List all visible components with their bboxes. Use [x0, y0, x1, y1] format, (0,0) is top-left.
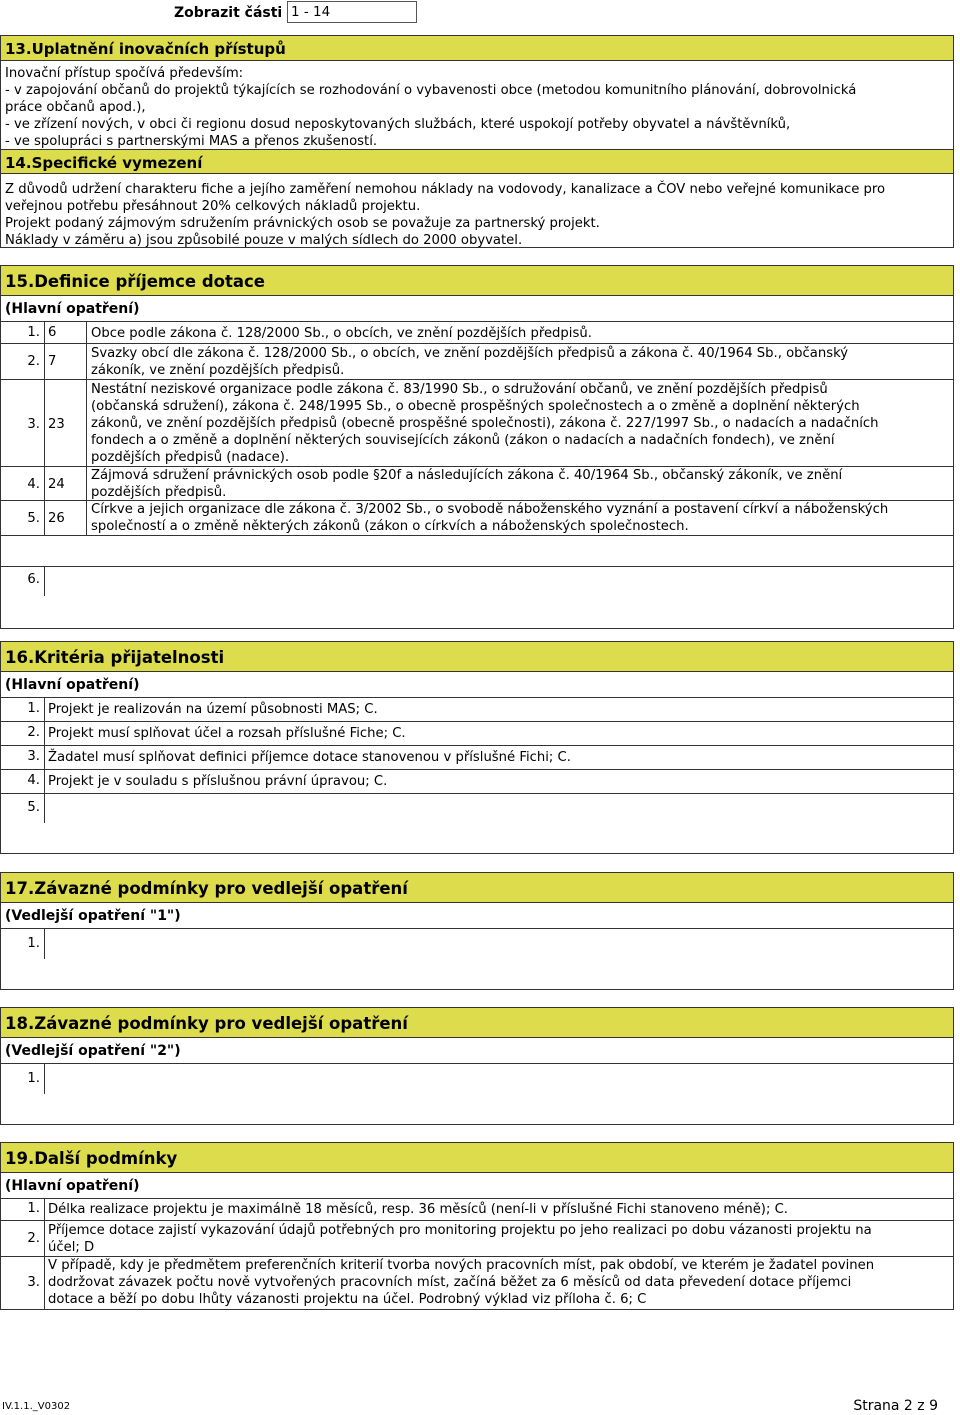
section-17-subtitle: (Vedlejší opatření "1") [5, 908, 181, 924]
table-row [1, 566, 953, 596]
row-number: 5. [27, 511, 40, 526]
item-cell [44, 1221, 953, 1256]
section-15-subtitle: (Hlavní opatření) [5, 301, 140, 317]
text-line: - ve spolupráci s partnerskými MAS a přenos zkušeností. [5, 134, 378, 149]
section-13-14 [0, 35, 954, 248]
text-line: pozdějších předpisů (nadace). [91, 450, 290, 465]
section-15 [0, 265, 954, 629]
text-line: Délka realizace projektu je maximálně 18 měsíců, resp. 36 měsíců (není-li v příslušné Fichi stanoveno méně); C. [48, 1202, 788, 1217]
text-line: Obce podle zákona č. 128/2000 Sb., o obcích, ve znění pozdějších předpisů. [91, 326, 592, 341]
text-line: pozdějších předpisů. [91, 485, 227, 500]
text-line: účel; D [48, 1240, 95, 1255]
section-13-text [1, 61, 953, 150]
text-line: Zájmová sdružení právnických osob podle §20f a následujících zákona č. 40/1964 Sb., občanský zákoník, ve znění [91, 468, 843, 483]
row-code: 6 [44, 322, 87, 343]
page-header [0, 0, 960, 28]
text-line: V případě, kdy je předmětem preferenčních kriterií tvorba nových pracovních míst, pak období, ve kterém je žadatel povinen [48, 1258, 875, 1273]
item-cell [44, 698, 953, 721]
parts-range-input[interactable] [287, 1, 417, 23]
row-text [91, 345, 949, 379]
text-line: fondech a o změně a doplnění některých souvisejících zákonů (zákon o nadacích a nadačních fondech), ve znění [91, 433, 835, 448]
list-item [1, 793, 953, 823]
list-item [1, 1220, 953, 1256]
text-line: Církve a jejich organizace dle zákona č. 3/2002 Sb., o svobodě náboženského vyznání a postavení církví a náboženských [91, 502, 889, 517]
item-text [48, 1201, 949, 1218]
section-15-title: 15.Definice příjemce dotace [1, 266, 953, 296]
item-cell [44, 1257, 953, 1309]
row-text [91, 325, 949, 342]
text-line: Nestátní neziskové organizace podle zákona č. 83/1990 Sb., o sdružování občanů, ve znění pozdějších předpisů [91, 382, 828, 397]
row-code: 24 [44, 467, 87, 500]
section-17 [0, 872, 954, 990]
section-17-title: 17.Závazné podmínky pro vedlejší opatření [1, 873, 953, 903]
item-text: Projekt musí splňovat účel a rozsah příslušné Fiche; C. [48, 726, 406, 741]
row-code: 7 [44, 344, 87, 379]
item-number: 3. [27, 1275, 40, 1290]
row-text [91, 381, 949, 466]
text-line: zákoník, ve znění pozdějších předpisů. [91, 363, 345, 378]
item-cell [44, 794, 953, 823]
item-number: 5. [27, 800, 40, 815]
text-line: společností a o změně některých zákonů (zákon o církvích a náboženských společnostech. [91, 519, 689, 534]
row-number: 2. [27, 354, 40, 369]
item-cell [44, 770, 953, 793]
text-line: Náklady v záměru a) jsou způsobilé pouze v malých sídlech do 2000 obyvatel. [5, 233, 523, 248]
text-line: veřejnou potřebu přesáhnout 20% celkových nákladů projektu. [5, 199, 421, 214]
text-line: - ve zřízení nových, v obci či regionu dosud neposkytovaných službách, které uspokojí potřeby obyvatel a návštěvníků, [5, 117, 791, 132]
section-16-subtitle: (Hlavní opatření) [5, 677, 140, 693]
text-line: Příjemce dotace zajistí vykazování údajů potřebných pro monitoring projektu po jeho realizaci po dobu vázanosti projektu na [48, 1223, 872, 1238]
text-line: dotace a běží po dobu lhůty vázanosti projektu na účel. Podrobný výklad viz příloha č. 6; C [48, 1292, 647, 1307]
row-number: 6. [27, 572, 40, 587]
item-text [48, 1257, 949, 1308]
item-number: 2. [27, 725, 40, 740]
item-cell [44, 746, 953, 769]
row-number: 3. [27, 417, 40, 432]
list-item [1, 1063, 953, 1094]
list-item [1, 697, 953, 721]
list-item [1, 1256, 953, 1309]
row-number: 4. [27, 477, 40, 492]
table-row-empty [1, 535, 953, 566]
item-number: 4. [27, 773, 40, 788]
document-code: IV.1.1._V0302 [2, 1401, 71, 1412]
row-text [91, 501, 949, 535]
item-cell [44, 722, 953, 745]
section-19-title: 19.Další podmínky [1, 1143, 953, 1173]
text-line: (občanská sdružení), zákona č. 248/1995 Sb., o obecně prospěšných společnostech a o změně a doplnění některých [91, 399, 860, 414]
table-row [1, 321, 953, 343]
item-number: 1. [27, 1071, 40, 1086]
text-line: Projekt podaný zájmovým sdružením právnických osob se považuje za partnerský projekt. [5, 216, 600, 231]
section-18-subtitle: (Vedlejší opatření "2") [5, 1043, 181, 1059]
item-number: 1. [27, 701, 40, 716]
text-line: dodržovat závazek počtu nově vytvořených pracovních míst, začíná běžet za 6 měsíců od data převedení dotace příjemci [48, 1275, 852, 1290]
text-line: práce občanů apod.), [5, 100, 146, 115]
table-row [1, 343, 953, 379]
list-item [1, 745, 953, 769]
item-cell [44, 1199, 953, 1220]
item-text: Projekt je v souladu s příslušnou právní úpravou; C. [48, 774, 388, 789]
list-item [1, 721, 953, 745]
list-item [1, 1198, 953, 1220]
section-14-title: 14.Specifické vymezení [1, 149, 953, 174]
text-line: zákonů, ve znění pozdějších předpisů (obecně prospěšné společnosti), zákona č. 227/1997 Sb., o nadacích a nadačních [91, 416, 879, 431]
item-number: 3. [27, 749, 40, 764]
row-cell-empty [44, 567, 953, 596]
text-line: Z důvodů udržení charakteru fiche a jejího zaměření nemohou náklady na vodovody, kanalizace a ČOV nebo veřejné komunikace pro [5, 182, 886, 197]
item-text [48, 1222, 949, 1256]
section-16 [0, 641, 954, 854]
section-13-title: 13.Uplatnění inovačních přístupů [1, 36, 953, 61]
show-parts-label: Zobrazit části [174, 5, 283, 21]
item-cell [44, 1064, 953, 1094]
item-number: 2. [27, 1231, 40, 1246]
table-row [1, 379, 953, 466]
page-number: Strana 2 z 9 [853, 1398, 938, 1414]
section-16-title: 16.Kritéria přijatelnosti [1, 642, 953, 672]
list-item [1, 928, 953, 959]
table-row [1, 466, 953, 500]
row-code: 26 [44, 501, 87, 535]
section-18 [0, 1007, 954, 1125]
text-line: Svazky obcí dle zákona č. 128/2000 Sb., o obcích, ve znění pozdějších předpisů a zákona č. 40/1964 Sb., občanský [91, 346, 849, 361]
row-text [91, 467, 949, 501]
table-row [1, 500, 953, 535]
section-14-text [1, 181, 889, 249]
item-cell [44, 929, 953, 959]
text-line: - v zapojování občanů do projektů týkajících se rozhodování o vybavenosti obce (metodou komunitního plánování, dobrovolnická [5, 83, 857, 98]
item-text: Projekt je realizován na území působnosti MAS; C. [48, 702, 378, 717]
section-19 [0, 1142, 954, 1310]
list-item [1, 769, 953, 793]
section-18-title: 18.Závazné podmínky pro vedlejší opatření [1, 1008, 953, 1038]
item-number: 1. [27, 1201, 40, 1216]
section-19-subtitle: (Hlavní opatření) [5, 1178, 140, 1194]
item-text: Žadatel musí splňovat definici příjemce dotace stanovenou v příslušné Fichi; C. [48, 750, 571, 765]
row-code: 23 [44, 380, 87, 466]
row-number: 1. [27, 325, 40, 340]
item-number: 1. [27, 936, 40, 951]
text-line: Inovační přístup spočívá především: [5, 66, 244, 81]
